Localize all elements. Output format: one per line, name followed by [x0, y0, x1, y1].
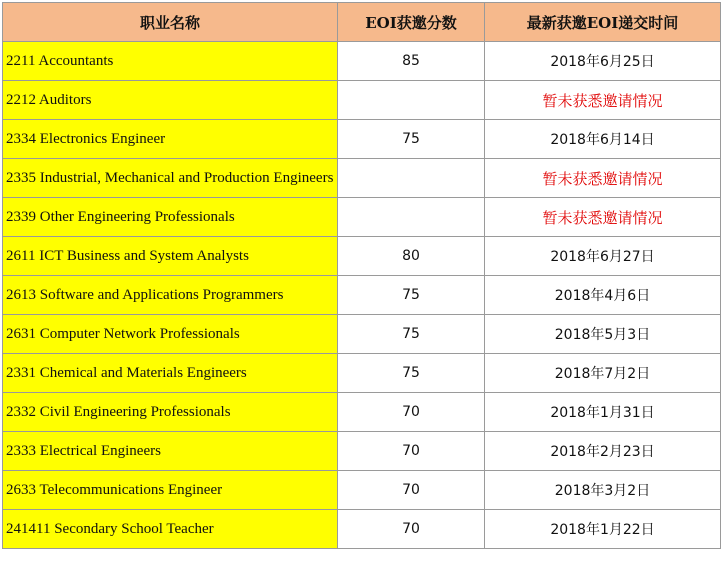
header-row [3, 3, 721, 42]
occupation-cell: 2212 Auditors [3, 81, 338, 120]
table-row [3, 120, 721, 159]
occupation-cell: 2631 Computer Network Professionals [3, 315, 338, 354]
table-row [3, 471, 721, 510]
table-row [3, 393, 721, 432]
eoi-score-cell: 85 [338, 42, 485, 81]
latest-date-cell: 2018年3月2日 [485, 471, 721, 510]
eoi-score-cell [338, 81, 485, 120]
latest-date-cell: 2018年1月22日 [485, 510, 721, 549]
table-row [3, 237, 721, 276]
occupation-cell: 2334 Electronics Engineer [3, 120, 338, 159]
header-eoi-score: EOI获邀分数 [338, 3, 485, 42]
table-row [3, 159, 721, 198]
occupation-cell: 241411 Secondary School Teacher [3, 510, 338, 549]
occupation-cell: 2332 Civil Engineering Professionals [3, 393, 338, 432]
eoi-score-cell: 70 [338, 393, 485, 432]
latest-date-cell: 2018年6月27日 [485, 237, 721, 276]
eoi-score-cell [338, 159, 485, 198]
latest-date-cell: 2018年2月23日 [485, 432, 721, 471]
table-row [3, 354, 721, 393]
table-row [3, 432, 721, 471]
occupation-cell: 2613 Software and Applications Programmers [3, 276, 338, 315]
latest-date-cell: 2018年4月6日 [485, 276, 721, 315]
pending-status-cell: 暂未获悉邀请情况 [485, 81, 721, 120]
eoi-score-cell: 70 [338, 510, 485, 549]
occupation-cell: 2611 ICT Business and System Analysts [3, 237, 338, 276]
table-row [3, 315, 721, 354]
eoi-score-cell: 75 [338, 120, 485, 159]
eoi-score-cell: 75 [338, 315, 485, 354]
eoi-score-cell: 80 [338, 237, 485, 276]
latest-date-cell: 2018年5月3日 [485, 315, 721, 354]
latest-date-cell: 2018年6月25日 [485, 42, 721, 81]
eoi-score-cell: 75 [338, 354, 485, 393]
latest-date-cell: 2018年1月31日 [485, 393, 721, 432]
table-body [3, 42, 721, 549]
eoi-table [2, 2, 721, 549]
occupation-cell: 2339 Other Engineering Professionals [3, 198, 338, 237]
occupation-cell: 2333 Electrical Engineers [3, 432, 338, 471]
pending-status-cell: 暂未获悉邀请情况 [485, 159, 721, 198]
eoi-score-cell [338, 198, 485, 237]
header-occupation: 职业名称 [3, 3, 338, 42]
table-row [3, 276, 721, 315]
latest-date-cell: 2018年7月2日 [485, 354, 721, 393]
occupation-cell: 2633 Telecommunications Engineer [3, 471, 338, 510]
eoi-score-cell: 70 [338, 471, 485, 510]
occupation-cell: 2331 Chemical and Materials Engineers [3, 354, 338, 393]
pending-status-cell: 暂未获悉邀请情况 [485, 198, 721, 237]
occupation-cell: 2335 Industrial, Mechanical and Production Engineers [3, 159, 338, 198]
eoi-table-container [2, 2, 721, 549]
table-row [3, 81, 721, 120]
latest-date-cell: 2018年6月14日 [485, 120, 721, 159]
eoi-score-cell: 70 [338, 432, 485, 471]
header-latest-date: 最新获邀EOI递交时间 [485, 3, 721, 42]
table-row [3, 42, 721, 81]
eoi-score-cell: 75 [338, 276, 485, 315]
occupation-cell: 2211 Accountants [3, 42, 338, 81]
table-row [3, 510, 721, 549]
table-row [3, 198, 721, 237]
